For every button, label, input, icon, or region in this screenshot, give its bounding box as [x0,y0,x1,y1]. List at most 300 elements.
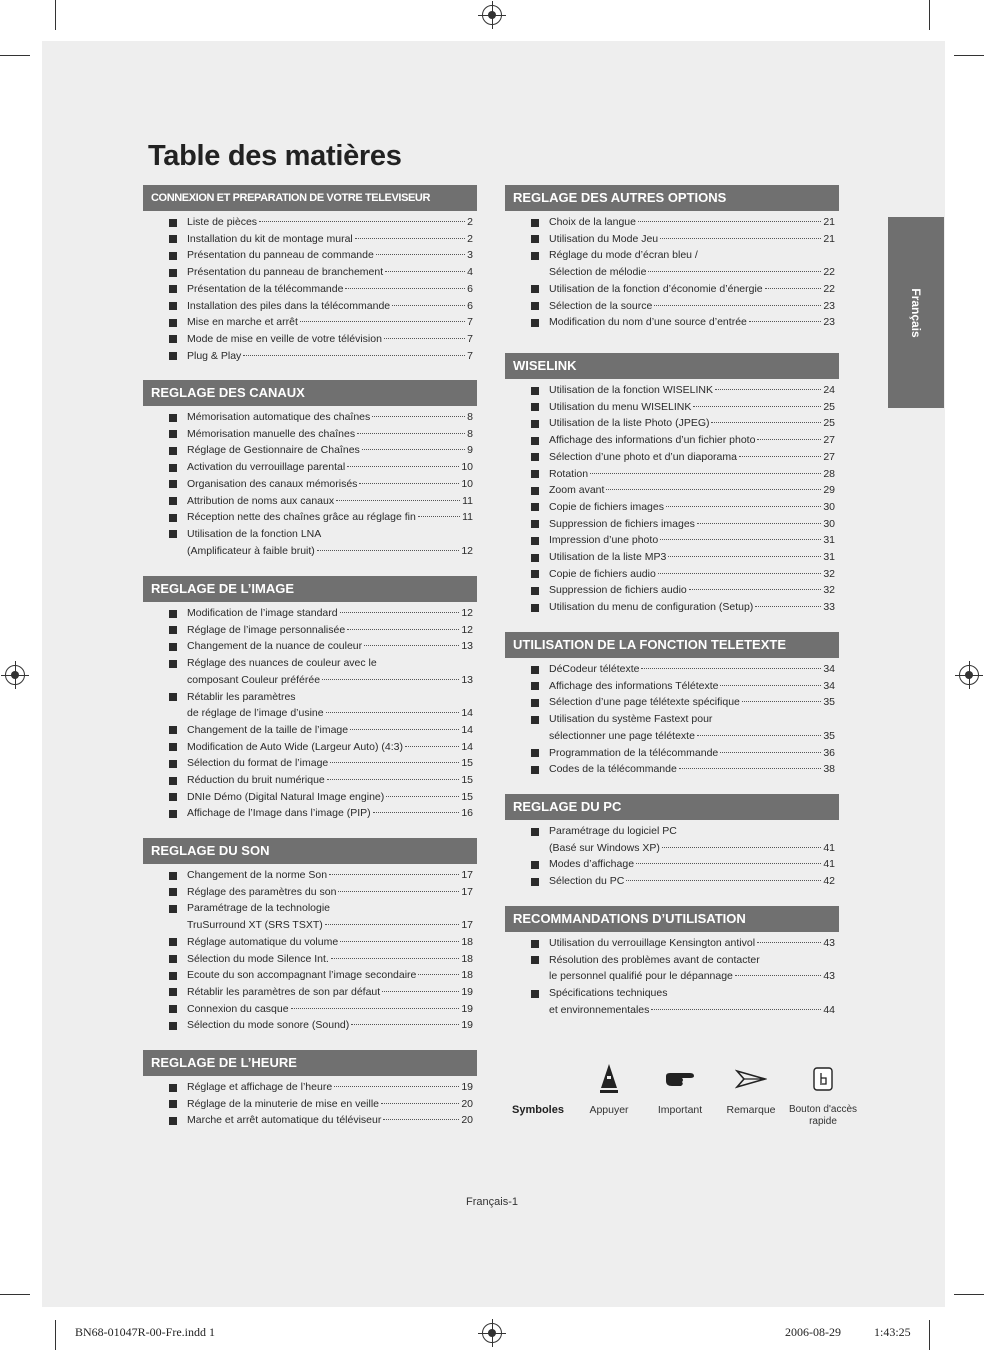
toc-entry-text: Zoom avant [549,484,605,497]
section-list [143,867,477,1034]
section-heading: REGLAGE DU SON [143,838,477,864]
toc-entry-line [187,247,473,264]
toc-entry-line [187,638,473,655]
toc-page-number: 33 [823,601,835,614]
dot-leader [606,489,821,490]
bullet-square-icon [531,470,539,478]
toc-entry-line [187,459,473,476]
toc-entry [505,532,839,549]
bullet-square-icon [531,554,539,562]
section-recommandations [505,906,839,1019]
symbol-label: Important [657,1104,703,1116]
toc-entry-line [549,694,835,711]
bullet-square-icon [169,1117,177,1125]
bullet-square-icon [169,793,177,801]
toc-entry-text: Modes d’affichage [549,858,635,871]
toc-entry-line [187,1112,473,1129]
toc-entry [143,348,477,365]
bullet-square-icon [531,940,539,948]
toc-entry [143,264,477,281]
toc-page-number: 32 [823,584,835,597]
section-heading: REGLAGE DE L’HEURE [143,1050,477,1076]
section-list [505,823,839,890]
dot-leader [757,942,821,943]
toc-entry-text: Plug & Play [187,349,242,362]
toc-entry [143,476,477,493]
toc-entry-text: Utilisation de la liste Photo (JPEG) [549,417,710,430]
toc-page-number: 25 [823,417,835,430]
toc-entry-line [549,856,835,873]
dot-leader [590,473,821,474]
toc-entry [505,214,839,231]
dot-leader [329,874,459,875]
toc-entry-line [187,655,473,672]
toc-entry [143,214,477,231]
toc-entry-text: Réglage des paramètres du son [187,885,337,898]
dot-leader [654,305,821,306]
toc-entry-line [187,805,473,822]
bullet-square-icon [169,319,177,327]
toc-page-number: 36 [823,746,835,759]
bullet-square-icon [169,777,177,785]
toc-entry-line [549,968,835,985]
toc-entry-text: Mémorisation manuelle des chaînes [187,427,356,440]
crop-mark [954,55,984,56]
bullet-square-icon [169,872,177,880]
press-icon [597,1062,621,1096]
toc-entry-line [187,281,473,298]
toc-entry-text: de réglage de l’image d’usine [187,707,324,720]
bullet-square-icon [531,302,539,310]
bullet-square-icon [531,587,539,595]
toc-page-number: 14 [461,723,473,736]
dot-leader [641,668,821,669]
bullet-square-icon [531,537,539,545]
slug-filename: BN68-01047R-00-Fre.indd 1 [75,1325,215,1339]
toc-entry [505,231,839,248]
toc-entry [143,314,477,331]
section-heure [143,1050,477,1129]
toc-entry [505,499,839,516]
bullet-square-icon [169,972,177,980]
toc-entry-line [549,499,835,516]
toc-entry [143,867,477,884]
toc-entry-line [187,1096,473,1113]
toc-entry-text: Sélection d’une page télétexte spécifique [549,696,740,709]
toc-entry-line [549,935,835,952]
toc-entry-line [187,543,473,560]
toc-entry-line [187,426,473,443]
dot-leader [697,735,821,736]
crop-mark [954,1294,984,1295]
toc-entry [143,789,477,806]
bullet-square-icon [169,905,177,913]
toc-entry-line [187,298,473,315]
bullet-square-icon [169,269,177,277]
toc-entry-line [549,231,835,248]
toc-page-number: 14 [461,740,473,753]
toc-page-number: 7 [467,349,473,362]
registration-mark-icon [482,5,502,25]
section-heading: REGLAGE DE L’IMAGE [143,576,477,602]
crop-mark [929,1320,930,1350]
toc-entry-text: (Basé sur Windows XP) [549,841,660,854]
toc-entry [143,298,477,315]
dot-leader [715,389,821,390]
bullet-square-icon [531,570,539,578]
section-list [143,214,477,364]
toc-entry-line [549,761,835,778]
bullet-square-icon [531,252,539,260]
toc-page-number: 6 [467,282,473,295]
toc-entry [143,526,477,559]
toc-entry-text: DéCodeur télétexte [549,663,640,675]
bullet-square-icon [531,749,539,757]
dot-leader [660,539,821,540]
note-arrow-icon [735,1068,767,1090]
toc-entry [143,1079,477,1096]
toc-page-number: 22 [823,282,835,295]
toc-entry [143,1001,477,1018]
dot-leader [636,863,821,864]
registration-mark-icon [482,1323,502,1343]
toc-entry [143,231,477,248]
toc-entry-line [549,599,835,616]
bullet-square-icon [531,235,539,243]
dot-leader [357,433,465,434]
bullet-square-icon [531,828,539,836]
toc-page-number: 15 [461,790,473,803]
dot-leader [679,768,821,769]
crop-mark [55,0,56,30]
dot-leader [689,589,822,590]
toc-entry-line [549,382,835,399]
toc-entry-text: Utilisation de la liste MP3 [549,551,667,564]
dot-leader [735,975,821,976]
bullet-square-icon [169,726,177,734]
dot-leader [362,449,465,450]
toc-entry-text: Utilisation de la fonction WISELINK [549,384,713,396]
toc-entry [143,722,477,739]
bullet-square-icon [169,955,177,963]
toc-entry-text: Copie de fichiers audio [549,567,656,580]
section-heading: REGLAGE DES AUTRES OPTIONS [505,185,839,211]
toc-entry [505,247,839,280]
toc-page-number: 44 [823,1003,835,1016]
toc-page-number: 12 [461,544,473,557]
toc-entry [143,689,477,722]
toc-page-number: 4 [467,266,473,279]
toc-entry-line [549,415,835,432]
bullet-square-icon [531,420,539,428]
toc-page-number: 30 [823,500,835,513]
symbol-label: Remarque [726,1104,776,1116]
toc-page-number: 6 [467,299,473,312]
toc-entry [505,745,839,762]
toc-entry-text: Spécifications techniques [549,987,668,1000]
toc-entry [505,466,839,483]
dot-leader [386,796,459,797]
section-heading: RECOMMANDATIONS D’UTILISATION [505,906,839,932]
toc-page-number: 2 [467,216,473,228]
dot-leader [350,729,459,730]
toc-entry-text: Utilisation du menu WISELINK [549,400,692,413]
toc-entry-text: Modification du nom d’une source d’entrée [549,316,747,329]
toc-entry-text: Réception nette des chaînes grâce au réglage fin [187,511,416,524]
dot-leader [668,556,821,557]
crop-mark [929,0,930,30]
toc-page-number: 2 [467,232,473,245]
section-list [505,382,839,616]
toc-entry-line [187,917,473,934]
toc-entry [143,884,477,901]
section-connexion [143,185,477,364]
toc-entry [143,951,477,968]
toc-entry-line [187,442,473,459]
toc-page-number: 29 [823,484,835,497]
toc-entry-line [549,298,835,315]
toc-entry-text: Présentation de la télécommande [187,282,344,295]
bullet-square-icon [531,387,539,395]
toc-entry-text: Sélection du PC [549,875,625,888]
dot-leader [340,941,459,942]
toc-entry-text: Présentation du panneau de branchement [187,266,384,279]
toc-entry [505,873,839,890]
dot-leader [327,779,460,780]
toc-entry-text: Installation des piles dans la télécommande [187,299,391,312]
toc-page-number: 13 [461,640,473,653]
toc-entry [505,314,839,331]
toc-entry-line [187,409,473,426]
toc-entry-text: Ecoute du son accompagnant l’image secondaire [187,969,417,982]
section-list [505,214,839,331]
dot-leader [336,500,460,501]
toc-entry [143,605,477,622]
bullet-square-icon [169,938,177,946]
section-image [143,576,477,822]
dot-leader [720,752,821,753]
toc-page-number: 43 [823,937,835,949]
toc-entry [505,399,839,416]
toc-entry-line [187,739,473,756]
toc-page-number: 24 [823,384,835,396]
toc-entry-text: Réglage des nuances de couleur avec le [187,657,377,670]
toc-entry [143,622,477,639]
bullet-square-icon [169,1084,177,1092]
section-autres-options [505,185,839,331]
dot-leader [330,762,459,763]
dot-leader [372,416,465,417]
bullet-square-icon [531,604,539,612]
registration-mark-icon [959,665,979,685]
bullet-square-icon [531,766,539,774]
bullet-square-icon [169,352,177,360]
bullet-square-icon [531,956,539,964]
toc-entry-line [187,605,473,622]
toc-entry [505,432,839,449]
toc-entry-line [549,281,835,298]
page-number: Français-1 [466,1196,518,1208]
dot-leader [755,606,821,607]
toc-page-number: 8 [467,411,473,423]
toc-entry [143,967,477,984]
toc-entry-line [549,432,835,449]
dot-leader [355,238,465,239]
toc-entry-text: Mode de mise en veille de votre télévision [187,332,382,345]
toc-entry [143,805,477,822]
toc-page-number: 15 [461,774,473,787]
dot-leader [711,422,821,423]
symbol-press [573,1060,645,1116]
toc-entry-line [549,549,835,566]
toc-entry-line [549,678,835,695]
toc-entry-text: Sélection du format de l’image [187,757,329,770]
toc-entry-line [549,214,835,231]
symbol-label: Appuyer [589,1104,629,1116]
toc-entry-line [187,493,473,510]
toc-entry [143,1017,477,1034]
toc-entry [505,599,839,616]
symbol-note [715,1060,787,1116]
section-list [505,935,839,1019]
bullet-square-icon [531,861,539,869]
toc-entry-text: Affichage des informations Télétexte [549,679,719,692]
bullet-square-icon [531,682,539,690]
dot-leader [300,321,465,322]
toc-entry [143,1112,477,1129]
dot-leader [373,812,460,813]
slug-date: 2006-08-29 [785,1325,841,1339]
toc-page-number: 22 [823,266,835,279]
dot-leader [326,712,460,713]
toc-entry [143,281,477,298]
toc-page-number: 17 [461,869,473,881]
toc-entry [143,755,477,772]
toc-entry-line [549,985,835,1002]
dot-leader [259,221,465,222]
language-tab-label: Français [909,287,923,338]
dot-leader [418,516,460,517]
dot-leader [338,891,459,892]
toc-entry-line [549,661,835,678]
bullet-square-icon [531,487,539,495]
toc-entry-line [187,900,473,917]
dot-leader [325,924,460,925]
toc-entry-line [549,952,835,969]
bullet-square-icon [531,503,539,511]
toc-entry-text: Impression d’une photo [549,534,659,547]
toc-entry-text: Présentation du panneau de commande [187,249,374,262]
dot-leader [322,679,459,680]
symbol-important [644,1060,716,1116]
toc-page-number: 12 [461,623,473,636]
dot-leader [383,1119,459,1120]
toc-entry [143,459,477,476]
toc-entry-text: Réglage du mode d’écran bleu / [549,249,698,262]
toc-entry-text: Choix de la langue [549,216,636,228]
toc-page-number: 7 [467,332,473,345]
bullet-square-icon [169,252,177,260]
toc-entry-text: Rétablir les paramètres de son par défaut [187,985,381,998]
toc-entry-line [549,482,835,499]
toc-entry [143,1096,477,1113]
toc-entry-text: composant Couleur préférée [187,673,321,686]
toc-entry-text: Utilisation de la fonction LNA [187,527,322,540]
toc-page-number: 43 [823,970,835,983]
symbols-legend [506,1060,866,1140]
toc-entry [143,638,477,655]
bullet-square-icon [531,716,539,724]
slug-time: 1:43:25 [874,1325,911,1339]
toc-entry-line [187,1079,473,1096]
toc-entry-text: Résolution des problèmes avant de contacter [549,953,760,966]
toc-page-number: 21 [823,216,835,228]
toc-entry-text: et environnementales [549,1003,650,1016]
toc-entry-line [187,314,473,331]
toc-page-number: 7 [467,316,473,329]
toc-entry-line [549,823,835,840]
section-son [143,838,477,1034]
toc-entry [505,449,839,466]
dot-leader [651,1009,821,1010]
dot-leader [720,685,821,686]
toc-entry-line [187,264,473,281]
toc-page-number: 19 [461,1019,473,1032]
toc-entry-text: (Amplificateur à faible bruit) [187,544,315,557]
bullet-square-icon [169,643,177,651]
toc-entry-text: Utilisation du verrouillage Kensington antivol [549,937,756,949]
bullet-square-icon [531,878,539,886]
crop-mark [0,1294,30,1295]
bullet-square-icon [169,1005,177,1013]
toc-page-number: 28 [823,467,835,480]
toc-entry [505,566,839,583]
toc-entry-text: Modification de Auto Wide (Largeur Auto) (4:3) [187,740,403,753]
bullet-square-icon [169,235,177,243]
dot-leader [662,847,821,848]
toc-page-number: 8 [467,427,473,440]
dot-leader [693,406,821,407]
bullet-square-icon [169,610,177,618]
toc-entry [505,952,839,985]
dot-leader [359,483,459,484]
toc-entry-text: Utilisation de la fonction d’économie d’énergie [549,282,763,295]
toc-page-number: 35 [823,696,835,709]
toc-page-number: 14 [461,707,473,720]
toc-entry [505,482,839,499]
toc-entry-line [549,711,835,728]
toc-entry [505,281,839,298]
bullet-square-icon [169,810,177,818]
toc-entry-text: Rétablir les paramètres [187,690,296,703]
toc-page-number: 9 [467,444,473,457]
toc-entry-line [549,728,835,745]
toc-page-number: 35 [823,729,835,742]
registration-mark-icon [5,665,25,685]
toc-entry-text: TruSurround XT (SRS TSXT) [187,919,323,932]
bullet-square-icon [169,447,177,455]
toc-entry-text: Programmation de la télécommande [549,746,719,759]
bullet-square-icon [169,302,177,310]
toc-entry [143,409,477,426]
toc-entry-line [187,214,473,231]
toc-page-number: 19 [461,985,473,998]
toc-entry-text: Rotation [549,467,589,480]
toc-entry [505,823,839,856]
bullet-square-icon [169,626,177,634]
toc-page-number: 12 [461,607,473,619]
toc-entry-text: Utilisation du Mode Jeu [549,232,659,245]
